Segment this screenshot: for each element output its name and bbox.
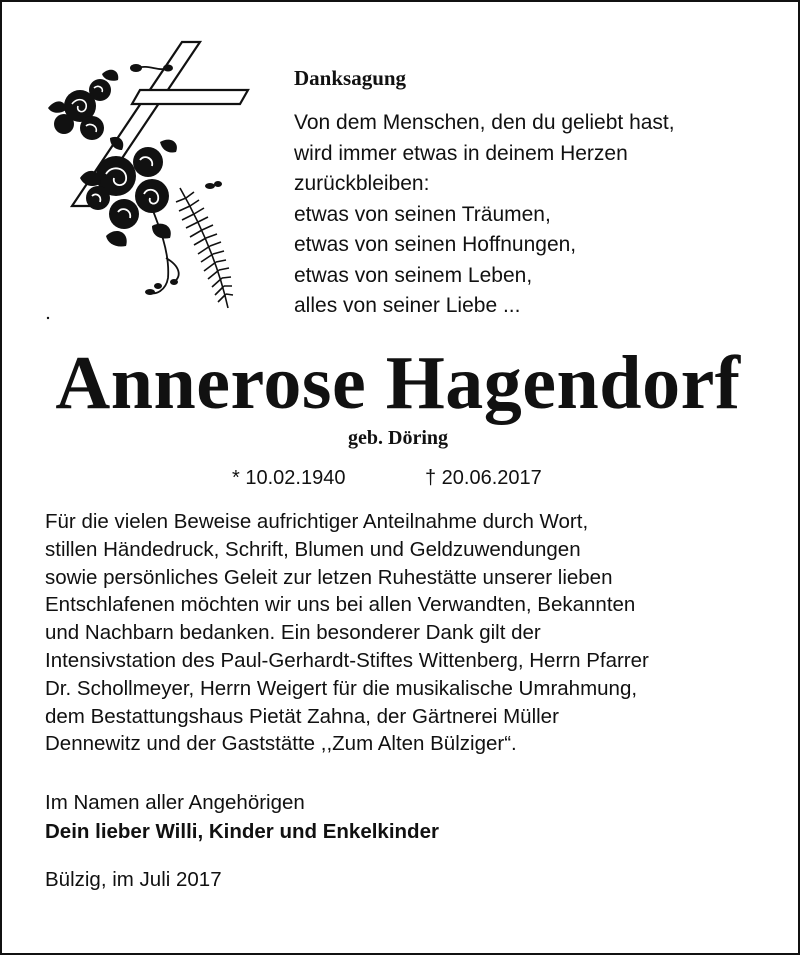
poem-line: etwas von seinen Hoffnungen, — [294, 233, 577, 256]
poem-line: etwas von seinen Träumen, — [294, 202, 551, 226]
maiden-name: geb. Döring — [348, 427, 448, 449]
poem — [294, 108, 675, 322]
closing-phrase: Im Namen aller Angehörigen — [45, 791, 305, 814]
signature: Dein lieber Willi, Kinder und Enkelkinder — [45, 820, 439, 843]
thanks-heading: Danksagung — [294, 66, 407, 90]
message-line: Dr. Schollmeyer, Herrn Weigert für die musikalische Umrahmung, — [45, 676, 638, 700]
cross-with-roses-icon — [40, 38, 250, 323]
life-dates — [0, 465, 796, 493]
poem-line: wird immer etwas in deinem Herzen — [294, 141, 628, 165]
message-line: und Nachbarn bedanken. Ein besonderer Dank gilt der — [45, 621, 541, 645]
place-and-date: Bülzig, im Juli 2017 — [45, 868, 222, 891]
message-line: Intensivstation des Paul-Gerhardt-Stiftes Wittenberg, Herrn Pfarrer — [45, 648, 649, 672]
birth-date: * 10.02.1940 — [232, 467, 346, 489]
poem-line: etwas von seinem Leben, — [294, 263, 533, 287]
message-line: Dennewitz und der Gaststätte ,,Zum Alten Bülziger“. — [45, 732, 517, 756]
poem-line: alles von seiner Liebe ... — [294, 294, 521, 317]
poem-line: Von dem Menschen, den du geliebt hast, — [294, 111, 675, 134]
death-date: † 20.06.2017 — [425, 467, 542, 489]
message-line: Entschlafenen möchten wir uns bei allen Verwandten, Bekannten — [45, 593, 636, 617]
deceased-name: Annerose Hagendorf — [55, 341, 741, 425]
thanks-message — [45, 508, 649, 758]
message-line: stillen Händedruck, Schrift, Blumen und Geldzuwendungen — [45, 537, 581, 561]
message-line: sowie persönliches Geleit zur letzen Ruhestätte unserer lieben — [45, 565, 613, 589]
message-line: Für die vielen Beweise aufrichtiger Anteilnahme durch Wort, — [45, 510, 589, 533]
poem-line: zurückbleiben: — [294, 172, 430, 195]
message-line: dem Bestattungshaus Pietät Zahna, der Gärtnerei Müller — [45, 704, 559, 728]
